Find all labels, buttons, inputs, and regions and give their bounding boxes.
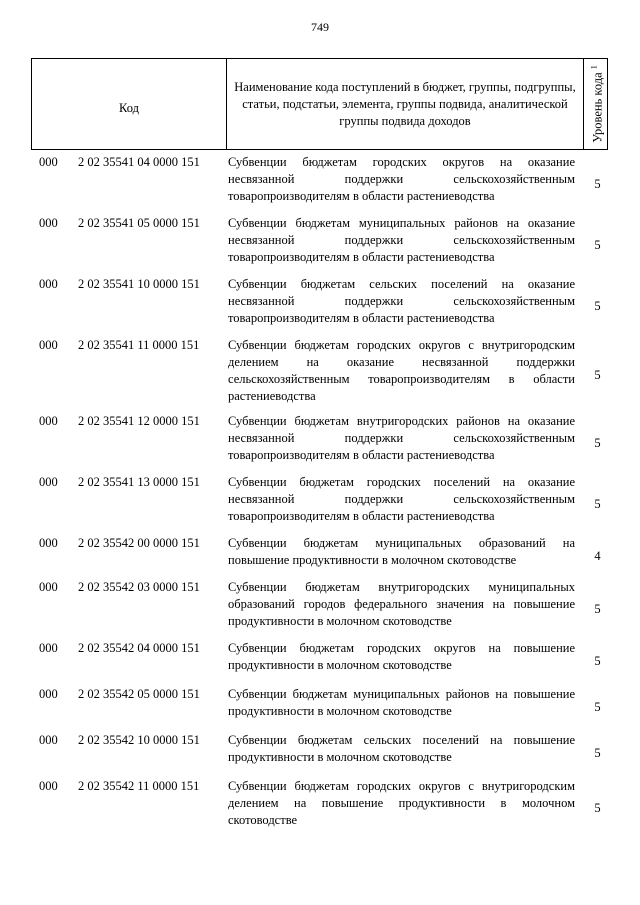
code-level: 5 [594,602,601,616]
revenue-name: Субвенции бюджетам городских округов на оказание несвязанной поддержки сельскохозяйственным товаропроизводителям в области растениеводства [228,155,575,203]
table-header [31,58,608,150]
admin-code: 000 [39,155,58,169]
revenue-code: 2 02 35541 13 0000 151 [78,475,200,489]
admin-code: 000 [39,580,58,594]
revenue-code: 2 02 35542 10 0000 151 [78,733,200,747]
page-number: 749 [311,20,329,34]
revenue-name: Субвенции бюджетам внутригородских муниципальных образований городов федерального значения на повышение продуктивности в молочном скотоводстве [228,580,575,628]
revenue-code: 2 02 35542 11 0000 151 [78,779,200,793]
code-level: 5 [594,497,601,511]
code-level: 5 [594,299,601,313]
code-level: 5 [594,436,601,450]
code-level: 5 [594,368,601,382]
revenue-name: Субвенции бюджетам муниципальных районов на повышение продуктивности в молочном скотоводстве [228,687,575,718]
code-level: 5 [594,801,601,815]
code-level: 5 [594,177,601,191]
revenue-name: Субвенции бюджетам городских округов на повышение продуктивности в молочном скотоводстве [228,641,575,672]
revenue-name: Субвенции бюджетам сельских поселений на оказание несвязанной поддержки сельскохозяйственным товаропроизводителям в области растениеводства [228,277,575,325]
code-level: 5 [594,746,601,760]
revenue-code: 2 02 35541 12 0000 151 [78,414,200,428]
revenue-name: Субвенции бюджетам муниципальных образований на повышение продуктивности в молочном скотоводстве [228,536,575,567]
revenue-code: 2 02 35542 03 0000 151 [78,580,200,594]
admin-code: 000 [39,641,58,655]
admin-code: 000 [39,338,58,352]
revenue-code: 2 02 35541 11 0000 151 [78,338,200,352]
revenue-code: 2 02 35541 10 0000 151 [78,277,200,291]
code-level: 4 [594,549,601,563]
revenue-code: 2 02 35542 04 0000 151 [78,641,200,655]
admin-code: 000 [39,475,58,489]
code-level: 5 [594,238,601,252]
admin-code: 000 [39,687,58,701]
header-level-note: 1 [588,65,598,70]
admin-code: 000 [39,779,58,793]
header-level-text: Уровень кода [590,72,605,143]
header-name: Наименование кода поступлений в бюджет, группы, подгруппы, статьи, подстатьи, элемента, группы подвида, аналитической группы подвида доходов [227,59,584,149]
revenue-name: Субвенции бюджетам городских округов с внутригородским делением на повышение продуктивности в молочном скотоводстве [228,779,575,827]
revenue-name: Субвенции бюджетам городских округов с внутригородским делением на оказание несвязанной поддержки сельскохозяйственным товаропроизводителям в области растениеводства [228,338,575,403]
header-level [585,65,606,143]
code-level: 5 [594,700,601,714]
revenue-name: Субвенции бюджетам муниципальных районов на оказание несвязанной поддержки сельскохозяйственным товаропроизводителям в области растениеводства [228,216,575,264]
admin-code: 000 [39,733,58,747]
revenue-name: Субвенции бюджетам сельских поселений на повышение продуктивности в молочном скотоводстве [228,733,575,764]
admin-code: 000 [39,414,58,428]
admin-code: 000 [39,536,58,550]
revenue-code: 2 02 35541 04 0000 151 [78,155,200,169]
header-level-cell [584,59,607,149]
revenue-name: Субвенции бюджетам городских поселений на оказание несвязанной поддержки сельскохозяйственным товаропроизводителям в области растениеводства [228,475,575,523]
revenue-code: 2 02 35542 00 0000 151 [78,536,200,550]
header-code: Код [32,59,227,149]
code-level: 5 [594,654,601,668]
admin-code: 000 [39,216,58,230]
revenue-code: 2 02 35541 05 0000 151 [78,216,200,230]
revenue-name: Субвенции бюджетам внутригородских районов на оказание несвязанной поддержки сельскохозяйственным товаропроизводителям в области растениеводства [228,414,575,462]
admin-code: 000 [39,277,58,291]
revenue-code: 2 02 35542 05 0000 151 [78,687,200,701]
